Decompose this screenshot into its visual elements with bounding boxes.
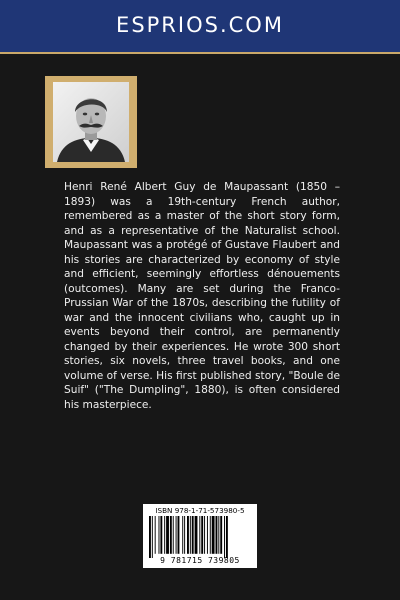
barcode-bar [173,516,174,554]
barcode-bar [152,516,153,558]
barcode-bar [164,516,165,554]
barcode-bar [155,516,156,554]
barcode-bar [212,516,215,554]
barcode-bar [166,516,169,554]
barcode-bar [207,516,208,554]
barcode-bar [184,516,185,554]
author-biography: Henri René Albert Guy de Maupassant (1850 –1893) was a 19th-century French author, remembered as a master of the short story form, and as a representative of the Naturalist school. Maupassant was a protégé of Gustave Flaubert and his stories are characterized by economy of style and efficient, seemingly effortless dénouements (outcomes). Many are set during the Franco-Prussian War of the 1870s, describing the futility of war and the innocent civilians who, caught up in events beyond their control, are permanently changed by their experiences. He wrote 300 short stories, six novels, three travel books, and one volume of verse. His first published story, "Boule de Suif" ("The Dumpling", 1880), is often considered his masterpiece. [64,181,340,411]
barcode-bar [170,516,172,554]
barcode-bar [220,516,222,554]
barcode-bar [176,516,177,554]
barcode-bars [149,516,251,558]
barcode-bar [199,516,200,554]
header-bar [0,0,400,54]
portrait-illustration [53,82,129,162]
barcode-bar [218,516,219,554]
barcode-digits: 9 781715 739805 [160,556,240,565]
portrait-frame [45,76,137,168]
barcode-bar [190,516,191,554]
isbn-barcode [143,504,257,568]
barcode-bar [178,516,180,554]
barcode-bar [210,516,211,554]
isbn-label: ISBN 978-1-71-573980-5 [155,506,245,515]
barcode-bar [195,516,198,554]
barcode-bar [192,516,194,554]
barcode-bar [204,516,205,554]
brand-title[interactable]: ESPRIOS.COM [116,13,284,37]
barcode-bar [216,516,218,554]
barcode-bar [159,516,160,554]
barcode-bar [160,516,162,554]
barcode-bar [149,516,151,558]
barcode-bar [201,516,203,554]
barcode-bar [187,516,189,554]
barcode-bar [226,516,228,558]
barcode-bar [224,516,225,558]
barcode-bar [182,516,183,554]
portrait-photo [53,82,129,162]
